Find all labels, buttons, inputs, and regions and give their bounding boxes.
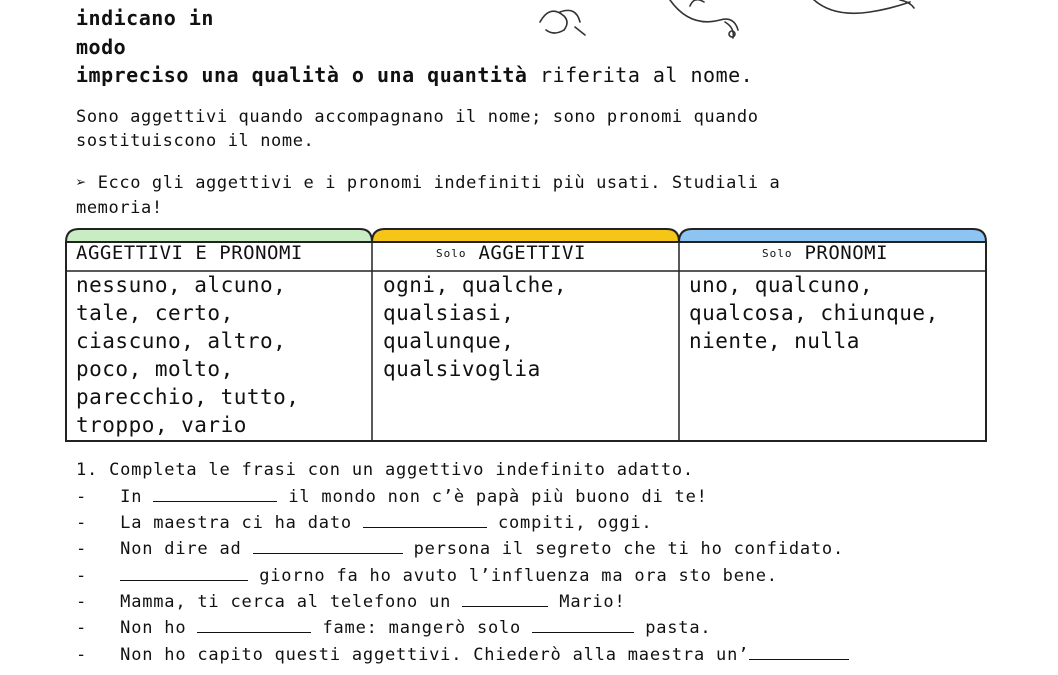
cell-col3-line: uno, qualcuno,	[689, 273, 874, 297]
sentence-dash: -	[76, 513, 88, 533]
cell-col3-line: qualcosa, chiunque,	[689, 301, 939, 325]
sentence-text: il mondo non c’è papà più buono di te!	[288, 487, 708, 507]
intro-paragraph-line-1: Sono aggettivi quando accompagnano il nome; sono pronomi quando	[76, 107, 759, 127]
answer-blank[interactable]	[153, 487, 277, 502]
exercise-sentence-7	[76, 645, 849, 665]
cell-col2-line: qualsivoglia	[383, 357, 541, 381]
answer-blank[interactable]	[253, 539, 403, 554]
sentence-text: giorno fa ho avuto l’influenza ma ora sto bene.	[259, 566, 778, 586]
cell-col2-line: ogni, qualche,	[383, 273, 568, 297]
column-header-2	[436, 242, 586, 264]
bullet-line-1	[76, 173, 780, 193]
answer-blank[interactable]	[120, 566, 248, 581]
column-header-3-title: PRONOMI	[804, 242, 889, 264]
column-header-2-prefix: Solo	[436, 247, 467, 260]
tab-col-2	[372, 229, 679, 242]
column-header-1	[76, 242, 303, 264]
answer-blank[interactable]	[462, 592, 548, 607]
sentence-text: In	[120, 487, 143, 507]
cell-col1-line: tale, certo,	[76, 301, 234, 325]
cartoon-animals-illustration	[520, 0, 940, 44]
cell-col2-line: qualunque,	[383, 329, 515, 353]
sentence-text: pasta.	[645, 618, 712, 638]
bullet-text: Ecco gli aggettivi e i pronomi indefiniti più usati. Studiali a	[97, 173, 781, 193]
sentence-dash: -	[76, 566, 88, 586]
intro-heading-line-1: indicano in	[76, 6, 214, 30]
tab-col-1	[66, 229, 372, 242]
cell-col1-line: troppo, vario	[76, 413, 247, 437]
sentence-text: Mamma, ti cerca al telefono un	[120, 592, 452, 612]
sentence-dash: -	[76, 645, 88, 665]
column-tabs	[66, 229, 986, 242]
intro-heading-line-2: modo	[76, 35, 127, 59]
sentence-text: Non ho capito questi aggettivi. Chiederò alla maestra un’	[120, 645, 750, 665]
column-header-3-prefix: Solo	[762, 247, 793, 260]
answer-blank[interactable]	[197, 618, 311, 633]
answer-blank[interactable]	[749, 645, 849, 660]
column-header-2-title: AGGETTIVI	[478, 242, 586, 264]
column-header-1-title: AGGETTIVI E PRONOMI	[76, 242, 303, 264]
bullet-line-2: memoria!	[76, 198, 163, 218]
cell-col1-line: nessuno, alcuno,	[76, 273, 287, 297]
sentence-text: Mario!	[559, 592, 626, 612]
sentence-text: compiti, oggi.	[497, 513, 653, 533]
exercise-sentence-4	[76, 566, 778, 586]
sentence-text: fame: mangerò solo	[322, 618, 522, 638]
exercise-sentence-3	[76, 539, 844, 559]
cell-col2-line: qualsiasi,	[383, 301, 515, 325]
exercise-sentence-2	[76, 513, 652, 533]
intro-heading-bold: impreciso una qualità o una quantità	[76, 63, 528, 87]
sentence-text: persona il segreto che ti ho confidato.	[413, 539, 844, 559]
sentence-dash: -	[76, 592, 88, 612]
answer-blank[interactable]	[532, 618, 634, 633]
exercise-sentence-6	[76, 618, 711, 638]
sentence-dash: -	[76, 539, 88, 559]
sentence-text: Non dire ad	[120, 539, 242, 559]
exercise-sentence-1	[76, 487, 708, 507]
tab-col-3	[679, 229, 986, 242]
sentence-text: La maestra ci ha dato	[120, 513, 352, 533]
answer-blank[interactable]	[363, 513, 487, 528]
exercise-title: 1. Completa le frasi con un aggettivo indefinito adatto.	[76, 460, 694, 480]
intro-heading-rest: riferita al nome.	[527, 63, 754, 87]
intro-heading-line-3	[76, 63, 753, 87]
intro-paragraph-line-2: sostituiscono il nome.	[76, 131, 315, 151]
cell-col1-line: ciascuno, altro,	[76, 329, 287, 353]
exercise-sentence-5	[76, 592, 626, 612]
sentence-dash: -	[76, 618, 88, 638]
cell-col1-line: parecchio, tutto,	[76, 385, 300, 409]
column-header-3	[762, 242, 888, 264]
cell-col3-line: niente, nulla	[689, 329, 860, 353]
sentence-dash: -	[76, 487, 88, 507]
sentence-text: Non ho	[120, 618, 187, 638]
cell-col1-line: poco, molto,	[76, 357, 234, 381]
arrow-bullet-icon: ➢	[76, 173, 87, 193]
